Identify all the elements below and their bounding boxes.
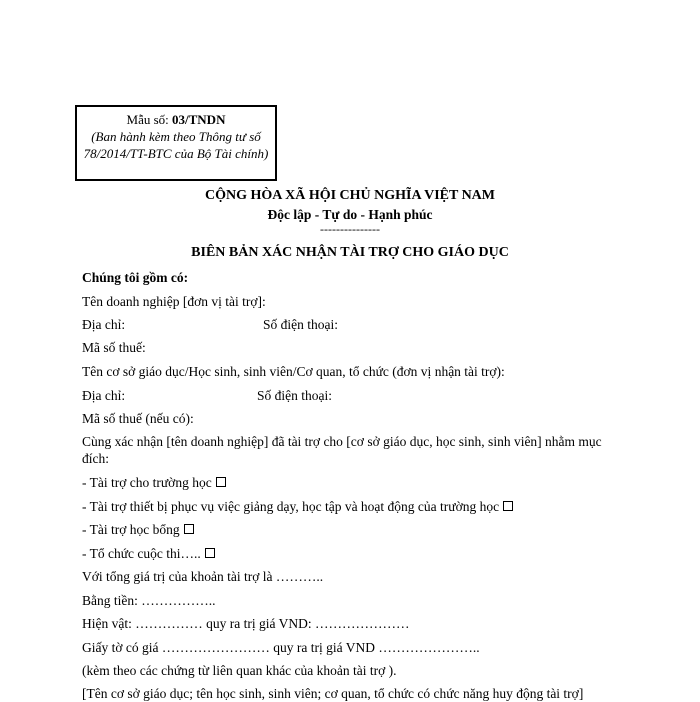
- form-number-box: [75, 105, 277, 181]
- checkbox[interactable]: [205, 548, 215, 558]
- form-issuance-note: (Ban hành kèm theo Thông tư số 78/2014/TT-BTC của Bộ Tài chính): [83, 129, 269, 161]
- option-equipment-support: [82, 499, 513, 515]
- form-number-code: 03/TNDN: [172, 112, 226, 127]
- donor-phone-field: Số điện thoại:: [263, 317, 338, 332]
- country-heading: CỘNG HÒA XÃ HỘI CHỦ NGHĨA VIỆT NAM: [204, 188, 495, 203]
- option-scholarship: [82, 522, 194, 538]
- motto-rule: ---------------: [320, 222, 380, 236]
- valuable-papers-line: Giấy tờ có giá …………………… quy ra trị giá VND …………………..: [82, 640, 480, 655]
- checkbox[interactable]: [216, 477, 226, 487]
- option-competition: [82, 546, 215, 562]
- recipient-phone-field: Số điện thoại:: [257, 388, 332, 403]
- document-title: BIÊN BẢN XÁC NHẬN TÀI TRỢ CHO GIÁO DỤC: [191, 245, 509, 260]
- checkbox[interactable]: [184, 524, 194, 534]
- motto: Độc lập - Tự do - Hạnh phúc: [267, 207, 433, 222]
- option-equipment-support-label: - Tài trợ thiết bị phục vụ việc giảng dạy, học tập và hoạt động của trường học: [82, 499, 500, 514]
- option-scholarship-label: - Tài trợ học bổng: [82, 522, 180, 537]
- donor-tax-field: Mã số thuế:: [82, 340, 146, 355]
- recipient-address-field: Địa chỉ:: [82, 388, 126, 403]
- intro-heading: Chúng tôi gồm có:: [82, 270, 189, 285]
- in-kind-line: Hiện vật: …………… quy ra trị giá VND: …………………: [82, 616, 410, 631]
- checkbox[interactable]: [503, 501, 513, 511]
- confirmation-text-cont: đích:: [82, 451, 109, 466]
- option-competition-label: - Tổ chức cuộc thi…..: [82, 546, 201, 561]
- recipient-placeholder-line: [Tên cơ sở giáo dục; tên học sinh, sinh viên; cơ quan, tổ chức có chức năng huy động tài trợ]: [82, 686, 584, 701]
- option-school-support: [82, 475, 226, 491]
- cash-line: Bằng tiền: ……………..: [82, 593, 216, 608]
- confirmation-text: Cùng xác nhận [tên doanh nghiệp] đã tài trợ cho [cơ sở giáo dục, học sinh, sinh viên] nhằm mục: [82, 434, 602, 449]
- donor-name-field: Tên doanh nghiệp [đơn vị tài trợ]:: [82, 294, 266, 309]
- form-number-label: Mẫu số:: [126, 112, 173, 127]
- form-number-line: [77, 111, 275, 128]
- recipient-tax-field: Mã số thuế (nếu có):: [82, 411, 194, 426]
- recipient-name-field: Tên cơ sở giáo dục/Học sinh, sinh viên/Cơ quan, tổ chức (đơn vị nhận tài trợ):: [82, 364, 505, 379]
- attachment-note: (kèm theo các chứng từ liên quan khác của khoản tài trợ ).: [82, 663, 397, 678]
- donor-address-field: Địa chỉ:: [82, 317, 126, 332]
- option-school-support-label: - Tài trợ cho trường học: [82, 475, 212, 490]
- total-value-line: Với tổng giá trị của khoản tài trợ là ………..: [82, 569, 324, 584]
